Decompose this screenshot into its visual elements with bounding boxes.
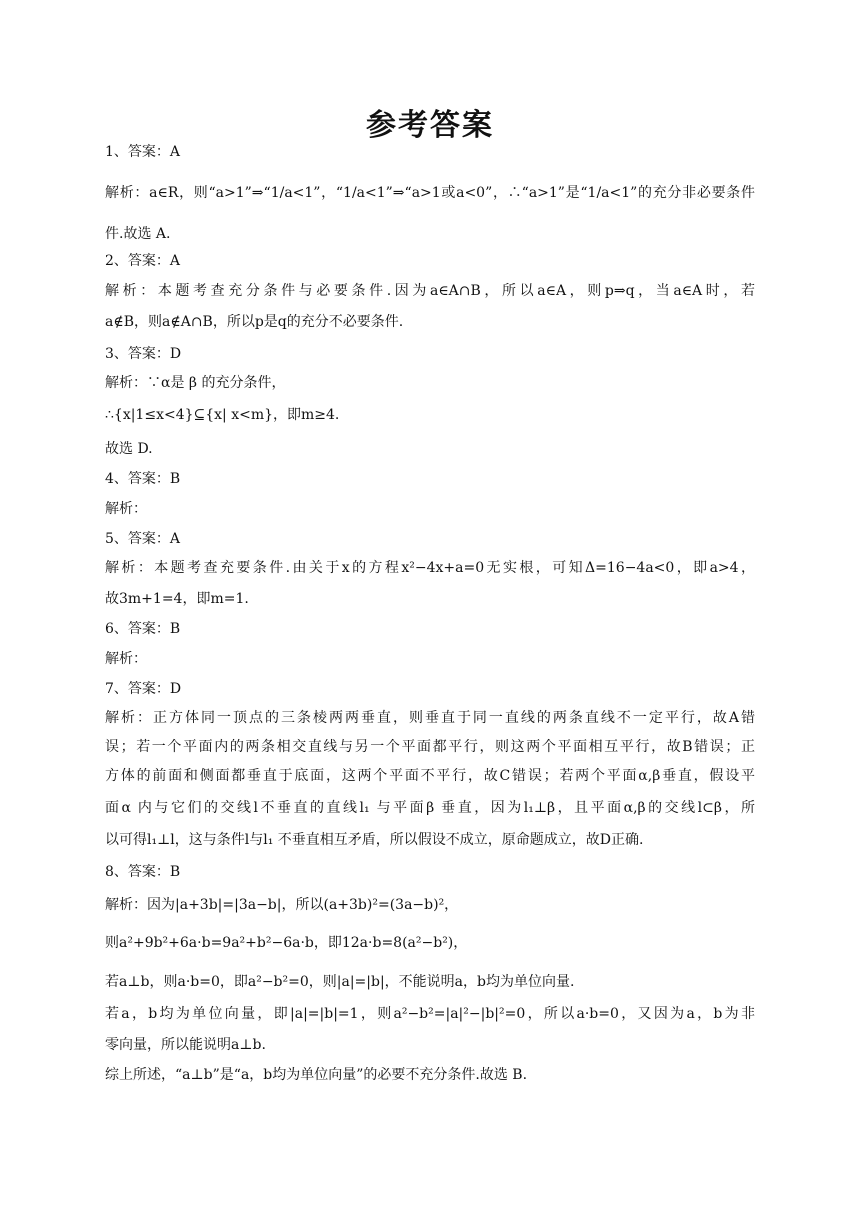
analysis-8-line-6: 综上所述，“a⊥b”是“a，b均为单位向量”的必要不充分条件.故选 B. <box>105 1067 528 1083</box>
analysis-1-line-2: 件.故选 A. <box>105 226 171 242</box>
analysis-2-line-2: a∉B，则a∉A∩B，所以p是q的充分不必要条件. <box>105 314 404 330</box>
answer-3: 3、答案：D <box>105 346 182 362</box>
analysis-7-line-3: 方体的前面和侧面都垂直于底面，这两个平面不平行，故C错误；若两个平面α,β垂直，假设平 <box>105 768 755 784</box>
analysis-1-line-1: 解析：a∈R，则“a>1”⇒“1/a<1”，“1/a<1”⇒“a>1或a<0”，∴“a>1”是“1/a<1”的充分非必要条件 <box>105 185 755 201</box>
answer-5: 5、答案：A <box>105 531 181 547</box>
analysis-7-line-4: 面α 内与它们的交线l不垂直的直线l₁ 与平面β 垂直，因为l₁⊥β，且平面α,β的交线l⊂β，所 <box>105 800 755 816</box>
analysis-2-line-1: 解析：本题考查充分条件与必要条件.因为a∈A∩B，所以a∈A，则p⇒q，当a∈A时，若 <box>105 283 755 299</box>
answer-2: 2、答案：A <box>105 253 181 269</box>
analysis-5-line-1: 解析：本题考查充要条件.由关于x的方程x²−4x+a=0无实根，可知Δ=16−4a<0，即a>4， <box>105 560 755 576</box>
analysis-6: 解析： <box>105 651 147 667</box>
analysis-3-line-2: ∴{x|1≤x<4}⊆{x| x<m}，即m≥4. <box>105 407 340 423</box>
analysis-7-line-1: 解析：正方体同一顶点的三条棱两两垂直，则垂直于同一直线的两条直线不一定平行，故A错 <box>105 710 755 726</box>
answer-7: 7、答案：D <box>105 681 182 697</box>
analysis-4: 解析： <box>105 501 147 517</box>
analysis-3-line-1: 解析：∵α是 β 的充分条件， <box>105 375 286 391</box>
analysis-7-line-5: 以可得l₁⊥l，这与条件l与l₁ 不垂直相互矛盾，所以假设不成立，原命题成立，故D正确. <box>105 832 644 848</box>
answer-6: 6、答案：B <box>105 621 181 637</box>
page-title: 参考答案 <box>366 108 494 143</box>
analysis-8-line-2: 则a²+9b²+6a·b=9a²+b²−6a·b，即12a·b=8(a²−b²)， <box>105 935 468 951</box>
answer-8: 8、答案：B <box>105 864 181 880</box>
analysis-8-line-3: 若a⊥b，则a·b=0，即a²−b²=0，则|a|=|b|，不能说明a，b均为单位向量. <box>105 974 575 990</box>
analysis-8-line-4: 若a，b均为单位向量，即|a|=|b|=1，则a²−b²=|a|²−|b|²=0，所以a·b=0，又因为a，b为非 <box>105 1006 755 1022</box>
answer-1: 1、答案：A <box>105 144 181 160</box>
analysis-5-line-2: 故3m+1=4，即m=1. <box>105 591 249 607</box>
analysis-3-line-3: 故选 D. <box>105 441 153 457</box>
analysis-8-line-5: 零向量，所以能说明a⊥b. <box>105 1037 266 1053</box>
analysis-8-line-1: 解析：因为|a+3b|=|3a−b|，所以(a+3b)²=(3a−b)²， <box>105 897 459 913</box>
answer-4: 4、答案：B <box>105 471 181 487</box>
analysis-7-line-2: 误；若一个平面内的两条相交直线与另一个平面都平行，则这两个平面相互平行，故B错误；正 <box>105 739 755 755</box>
